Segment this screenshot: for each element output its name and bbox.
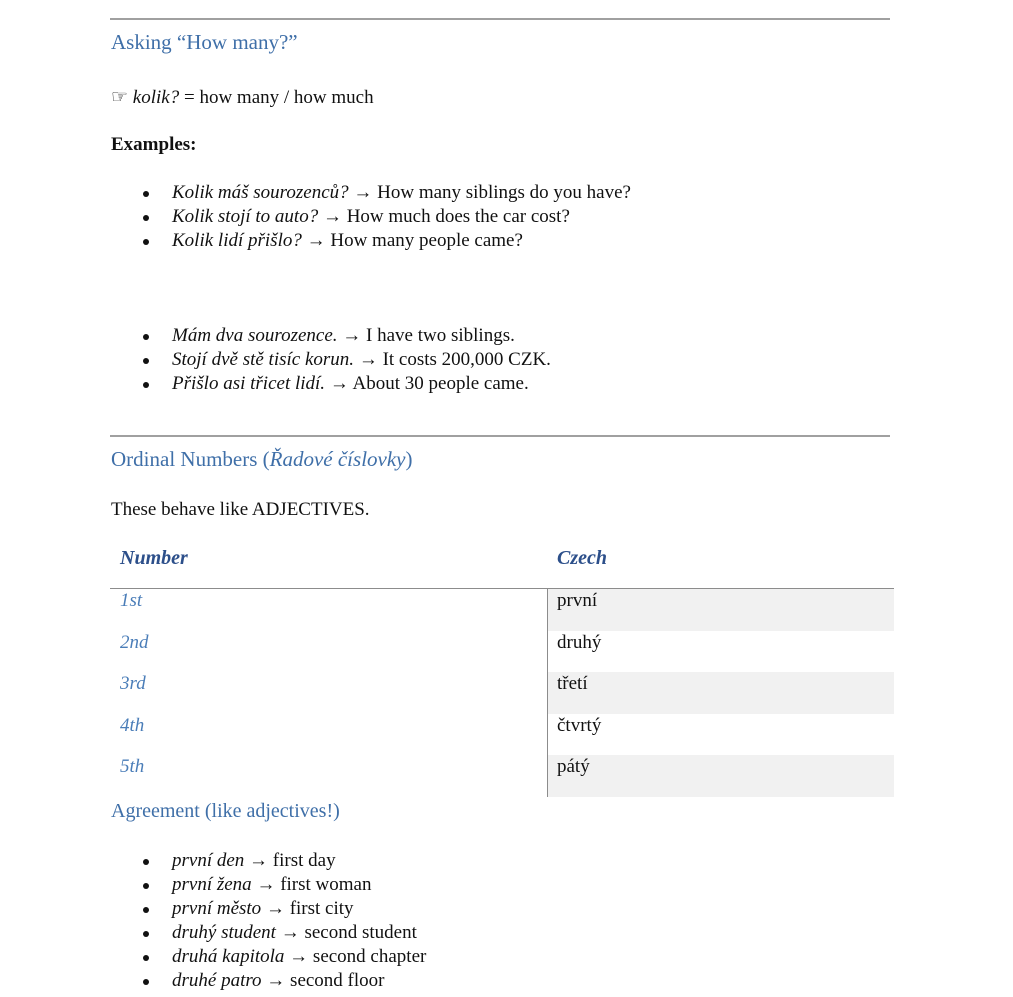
answer-list [111, 324, 551, 396]
list-item [111, 324, 551, 348]
english-text: → How much does the car cost? [318, 206, 570, 227]
cell-czech: čtvrtý [547, 714, 894, 756]
key-term-line [111, 86, 374, 109]
table-row [110, 672, 894, 714]
agreement-heading: Agreement (like adjectives!) [111, 800, 340, 822]
key-definition: = how many / how much [179, 87, 374, 108]
list-item [111, 945, 426, 969]
section-divider [110, 435, 890, 437]
agreement-list [111, 849, 426, 993]
cell-number: 4th [120, 714, 145, 736]
table-row [110, 714, 894, 756]
cell-number: 3rd [120, 673, 146, 695]
english-text: → I have two siblings. [337, 325, 515, 346]
czech-text: Mám dva sourozence. [172, 325, 338, 346]
heading-czech: Řadové číslovky [269, 447, 406, 471]
english-text: → It costs 200,000 CZK. [354, 349, 551, 370]
english-text: → first woman [251, 874, 372, 895]
cell-czech: první [547, 589, 894, 631]
list-item [111, 348, 551, 372]
list-item [111, 897, 426, 921]
english-text: → second floor [261, 970, 385, 991]
section-heading-ordinals [111, 447, 412, 472]
english-text: → How many siblings do you have? [348, 182, 631, 203]
list-item [111, 205, 631, 229]
list-item [111, 229, 631, 253]
czech-text: druhá kapitola [172, 946, 285, 967]
czech-text: druhý student [172, 922, 276, 943]
english-text: → About 30 people came. [325, 373, 529, 394]
english-text: → second chapter [284, 946, 427, 967]
czech-text: Kolik lidí přišlo? [172, 230, 302, 251]
cell-czech: druhý [547, 631, 894, 673]
czech-text: Přišlo asi třicet lidí. [172, 373, 326, 394]
table-row [110, 755, 894, 797]
pointing-hand-icon: ☞ [111, 87, 129, 108]
list-item [111, 873, 426, 897]
cell-czech: pátý [547, 755, 894, 797]
table-row [110, 589, 894, 631]
examples-label: Examples: [111, 134, 197, 155]
cell-number: 2nd [120, 631, 149, 653]
english-text: → How many people came? [301, 230, 523, 251]
english-text: → first day [244, 850, 336, 871]
heading-text: Ordinal Numbers ( [111, 447, 270, 471]
list-item [111, 921, 426, 945]
top-divider [110, 18, 890, 20]
ordinal-table [110, 541, 894, 797]
czech-text: první žena [172, 874, 252, 895]
czech-text: Kolik stojí to auto? [172, 206, 319, 227]
english-text: → first city [261, 898, 354, 919]
czech-text: první den [172, 850, 245, 871]
header-czech: Czech [557, 547, 607, 569]
czech-text: druhé patro [172, 970, 262, 991]
question-list [111, 181, 631, 253]
czech-text: první město [172, 898, 262, 919]
section-heading-how-many: Asking “How many?” [111, 30, 298, 54]
intro-text: These behave like ADJECTIVES. [111, 499, 370, 520]
key-term: kolik? [132, 87, 180, 108]
header-number: Number [120, 547, 188, 569]
list-item [111, 181, 631, 205]
table-row [110, 631, 894, 673]
czech-text: Kolik máš sourozenců? [172, 182, 349, 203]
list-item [111, 969, 426, 993]
list-item [111, 849, 426, 873]
cell-number: 1st [120, 590, 143, 611]
table-header-row [110, 541, 894, 589]
english-text: → second student [275, 922, 417, 943]
heading-close: ) [405, 447, 413, 471]
cell-czech: třetí [547, 672, 894, 714]
czech-text: Stojí dvě stě tisíc korun. [172, 349, 355, 370]
list-item [111, 372, 551, 396]
cell-number: 5th [120, 756, 145, 778]
